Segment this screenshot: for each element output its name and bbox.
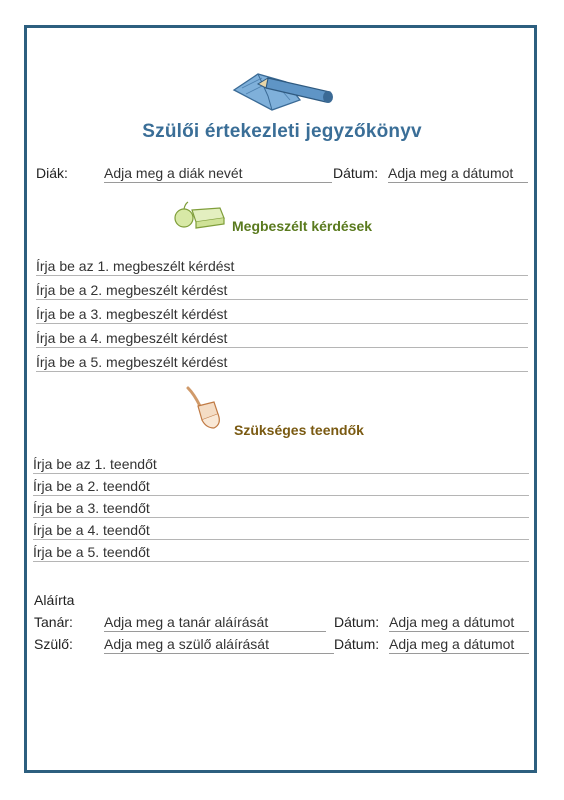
discussed-item[interactable]: Írja be a 5. megbeszélt kérdést <box>36 354 528 372</box>
discussed-item[interactable]: Írja be a 2. megbeszélt kérdést <box>36 282 528 300</box>
date-field[interactable]: Adja meg a dátumot <box>388 164 528 183</box>
date-label: Dátum: <box>333 165 379 181</box>
teacher-signature-field[interactable]: Adja meg a tanár aláírását <box>104 613 326 632</box>
book-pencil-icon <box>228 66 338 112</box>
todo-item[interactable]: Írja be a 2. teendőt <box>33 478 529 496</box>
parent-date-field[interactable]: Adja meg a dátumot <box>389 635 529 654</box>
parent-date-label: Dátum: <box>334 636 380 652</box>
pencil-sharpener-icon <box>184 384 228 434</box>
signed-heading: Aláírta <box>34 592 75 608</box>
student-name-field[interactable]: Adja meg a diák nevét <box>104 164 332 183</box>
todo-item[interactable]: Írja be a 4. teendőt <box>33 522 529 540</box>
teacher-date-label: Dátum: <box>334 614 380 630</box>
teacher-date-field[interactable]: Adja meg a dátumot <box>389 613 529 632</box>
page-title: Szülői értekezleti jegyzőkönyv <box>142 121 422 142</box>
student-label: Diák: <box>36 165 68 181</box>
discussed-item[interactable]: Írja be az 1. megbeszélt kérdést <box>36 258 528 276</box>
discussed-item[interactable]: Írja be a 3. megbeszélt kérdést <box>36 306 528 324</box>
apple-books-icon <box>172 196 226 232</box>
parent-signature-field[interactable]: Adja meg a szülő aláírását <box>104 635 334 654</box>
todo-item[interactable]: Írja be a 5. teendőt <box>33 544 529 562</box>
teacher-label: Tanár: <box>34 614 73 630</box>
todo-heading: Szükséges teendők <box>234 422 364 438</box>
todo-item[interactable]: Írja be a 3. teendőt <box>33 500 529 518</box>
todo-item[interactable]: Írja be az 1. teendőt <box>33 456 529 474</box>
parent-label: Szülő: <box>34 636 73 652</box>
discussed-heading: Megbeszélt kérdések <box>232 218 373 234</box>
discussed-item[interactable]: Írja be a 4. megbeszélt kérdést <box>36 330 528 348</box>
